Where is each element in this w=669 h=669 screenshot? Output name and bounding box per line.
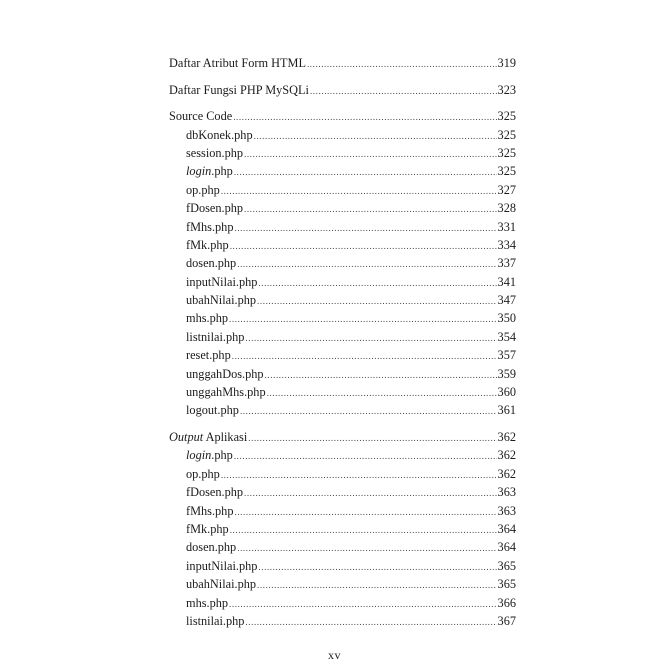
toc-page-number: 362: [497, 448, 516, 463]
toc-page-number: 354: [497, 329, 516, 344]
dot-leader: [267, 384, 497, 402]
dot-leader: [258, 274, 496, 292]
toc-subentry: [169, 328, 516, 346]
toc-page-number: 362: [497, 466, 516, 481]
toc-subentry: [169, 254, 516, 272]
dot-leader: [258, 558, 496, 576]
dot-leader: [248, 429, 496, 447]
toc-page-number: 364: [497, 540, 516, 555]
toc-page-number: 325: [497, 164, 516, 179]
dot-leader: [244, 145, 496, 163]
toc-subentry: [169, 162, 516, 180]
toc-entry-title: [186, 199, 243, 217]
toc-subentry: [169, 365, 516, 383]
dot-leader: [221, 466, 497, 484]
dot-leader: [234, 447, 497, 465]
toc-subentry: [169, 594, 516, 612]
toc-page-number: 327: [497, 182, 516, 197]
toc-entry-title-text: fDosen.php: [186, 201, 244, 216]
toc-entry-title: [186, 126, 253, 144]
toc-entry-title-text: fMhs.php: [186, 219, 234, 234]
dot-leader: [254, 127, 497, 145]
toc-entry-title: [186, 483, 243, 501]
toc-entry-title-text: dbKonek.php: [186, 127, 253, 142]
dot-leader: [237, 539, 496, 557]
toc-subentry: [169, 446, 516, 464]
toc-subentry: [169, 273, 516, 291]
toc-entry-title: [186, 575, 256, 593]
toc-subentry: [169, 538, 516, 556]
toc-page-number: 365: [497, 558, 516, 573]
toc-entry-title-text: ubahNilai.php: [186, 577, 257, 592]
toc-entry-title-text: unggahDos.php: [186, 366, 264, 381]
toc-entry-title: [186, 236, 229, 254]
toc-entry-title: [186, 162, 233, 180]
dot-leader: [245, 613, 496, 631]
dot-leader: [221, 182, 497, 200]
toc-entry-title: [186, 254, 236, 272]
toc-page-number: 360: [497, 385, 516, 400]
toc-subentry: [169, 612, 516, 630]
toc-entry-title-text: session.php: [186, 145, 244, 160]
dot-leader: [233, 108, 496, 126]
toc-page-number: 363: [497, 485, 516, 500]
toc-entry-title: [169, 428, 247, 446]
toc-entry-title: [186, 181, 220, 199]
toc-page-number: 359: [497, 366, 516, 381]
toc-entry-title: [186, 465, 220, 483]
dot-leader: [229, 595, 497, 613]
toc-entry-title-text: listnilai.php: [186, 613, 245, 628]
toc-entry-title: [186, 538, 236, 556]
toc-subentry: [169, 483, 516, 501]
toc-entry-title-suffix: Aplikasi: [203, 429, 248, 444]
dot-leader: [244, 200, 497, 218]
toc-page-number: 363: [497, 503, 516, 518]
toc-entry-title-text: Daftar Fungsi PHP MySQLi: [169, 82, 309, 97]
dot-leader: [310, 82, 497, 100]
toc-entry-title: [169, 81, 309, 99]
toc-entry-title-text: inputNilai.php: [186, 558, 258, 573]
toc-page-number: 361: [497, 403, 516, 418]
dot-leader: [229, 310, 497, 328]
toc-page-number: 319: [497, 56, 516, 70]
dot-leader: [232, 347, 497, 365]
toc-subentry: [169, 520, 516, 538]
toc-subentry: [169, 236, 516, 254]
toc-entry-title: [186, 446, 233, 464]
dot-leader: [265, 366, 497, 384]
toc-subentry: [169, 199, 516, 217]
toc-entry-title-suffix: .php: [211, 448, 233, 463]
toc-entry-title-text: Source Code: [169, 109, 233, 124]
toc-page-number: 364: [497, 521, 516, 536]
toc-subentry: [169, 291, 516, 309]
dot-leader: [234, 163, 497, 181]
toc-entry-title: [186, 383, 266, 401]
dot-leader: [244, 484, 497, 502]
dot-leader: [240, 402, 497, 420]
toc-entry-title-text: reset.php: [186, 348, 231, 363]
toc-entry-title-text: op.php: [186, 182, 220, 197]
toc-entry-title-text: fMk.php: [186, 521, 229, 536]
dot-leader: [230, 521, 497, 539]
toc-entry-title: [186, 401, 239, 419]
toc-entry-title: [186, 365, 264, 383]
toc-entry-title-text: logout.php: [186, 403, 239, 418]
dot-leader: [257, 292, 497, 310]
toc-entry-title: [186, 291, 256, 309]
toc-page-number: 341: [497, 274, 516, 289]
dot-leader: [234, 503, 496, 521]
toc-entry-title-text: unggahMhs.php: [186, 385, 266, 400]
toc-entry-title: [186, 346, 231, 364]
toc-entry: [169, 81, 516, 99]
toc-page-number: 331: [497, 219, 516, 234]
toc-entry-title-text: ubahNilai.php: [186, 293, 257, 308]
toc-subentry: [169, 346, 516, 364]
toc-entry-title-text: Daftar Atribut Form HTML: [169, 56, 306, 70]
toc-page-number: 334: [497, 237, 516, 252]
toc-subentry: [169, 218, 516, 236]
toc-page-number: 325: [497, 145, 516, 160]
toc-page-number: 328: [497, 201, 516, 216]
toc-entry-title-text: fDosen.php: [186, 485, 244, 500]
toc-page-number: 367: [497, 613, 516, 628]
toc-subentry: [169, 309, 516, 327]
toc-entry-title: [186, 612, 244, 630]
toc-entry-title: [169, 107, 232, 125]
toc-subentry: [169, 575, 516, 593]
toc-page-number: 323: [497, 82, 516, 97]
toc-subentry: [169, 383, 516, 401]
toc-entry-title: [186, 144, 243, 162]
toc-entry-title: [186, 328, 244, 346]
toc-entry-title-text: listnilai.php: [186, 329, 245, 344]
toc-entry-title-suffix: .php: [211, 164, 233, 179]
toc-entry-title-text: dosen.php: [186, 540, 237, 555]
dot-leader: [257, 576, 497, 594]
toc-entry-title: [186, 520, 229, 538]
toc-entry-title: [169, 54, 306, 72]
toc-subentry: [169, 144, 516, 162]
toc-page-number: 362: [497, 429, 516, 444]
toc-page-number: 365: [497, 577, 516, 592]
toc-subentry: [169, 181, 516, 199]
toc-entry-title: [186, 218, 233, 236]
toc-entry-title: [186, 594, 228, 612]
toc-page-number: 357: [497, 348, 516, 363]
dot-leader: [237, 255, 496, 273]
toc-entry-title: [186, 309, 228, 327]
dot-leader: [234, 219, 496, 237]
toc-entry-title: [186, 273, 257, 291]
dot-leader: [230, 237, 497, 255]
toc-subentry: [169, 557, 516, 575]
dot-leader: [307, 55, 497, 73]
toc-entry-title-text: op.php: [186, 466, 220, 481]
toc-entry-title-text: mhs.php: [186, 311, 229, 326]
toc-subentry: [169, 126, 516, 144]
toc-entry-title-text: fMhs.php: [186, 503, 234, 518]
toc-entry-title-text: fMk.php: [186, 237, 229, 252]
toc-entry: [169, 54, 516, 72]
toc-entry-title: [186, 502, 233, 520]
toc-entry-title-italic: Output: [169, 429, 204, 444]
toc-entry: [169, 107, 516, 125]
toc-page-number: 325: [497, 109, 516, 124]
toc-subentry: [169, 502, 516, 520]
toc-page-number: 366: [497, 595, 516, 610]
toc-entry-title-text: mhs.php: [186, 595, 229, 610]
page-number-footer: xv: [328, 648, 341, 662]
toc-entry-title-italic: login: [186, 448, 212, 463]
toc-page-number: 350: [497, 311, 516, 326]
toc-entry-title-italic: login: [186, 164, 212, 179]
toc-page-number: 347: [497, 293, 516, 308]
toc-entry-title-text: dosen.php: [186, 256, 237, 271]
toc-subentry: [169, 401, 516, 419]
toc-entry-title-text: inputNilai.php: [186, 274, 258, 289]
toc-entry-title: [186, 557, 257, 575]
toc-entry: [169, 428, 516, 446]
toc-subentry: [169, 465, 516, 483]
toc-page-number: 325: [497, 127, 516, 142]
dot-leader: [245, 329, 496, 347]
toc-page-number: 337: [497, 256, 516, 271]
table-of-contents: [169, 54, 516, 630]
